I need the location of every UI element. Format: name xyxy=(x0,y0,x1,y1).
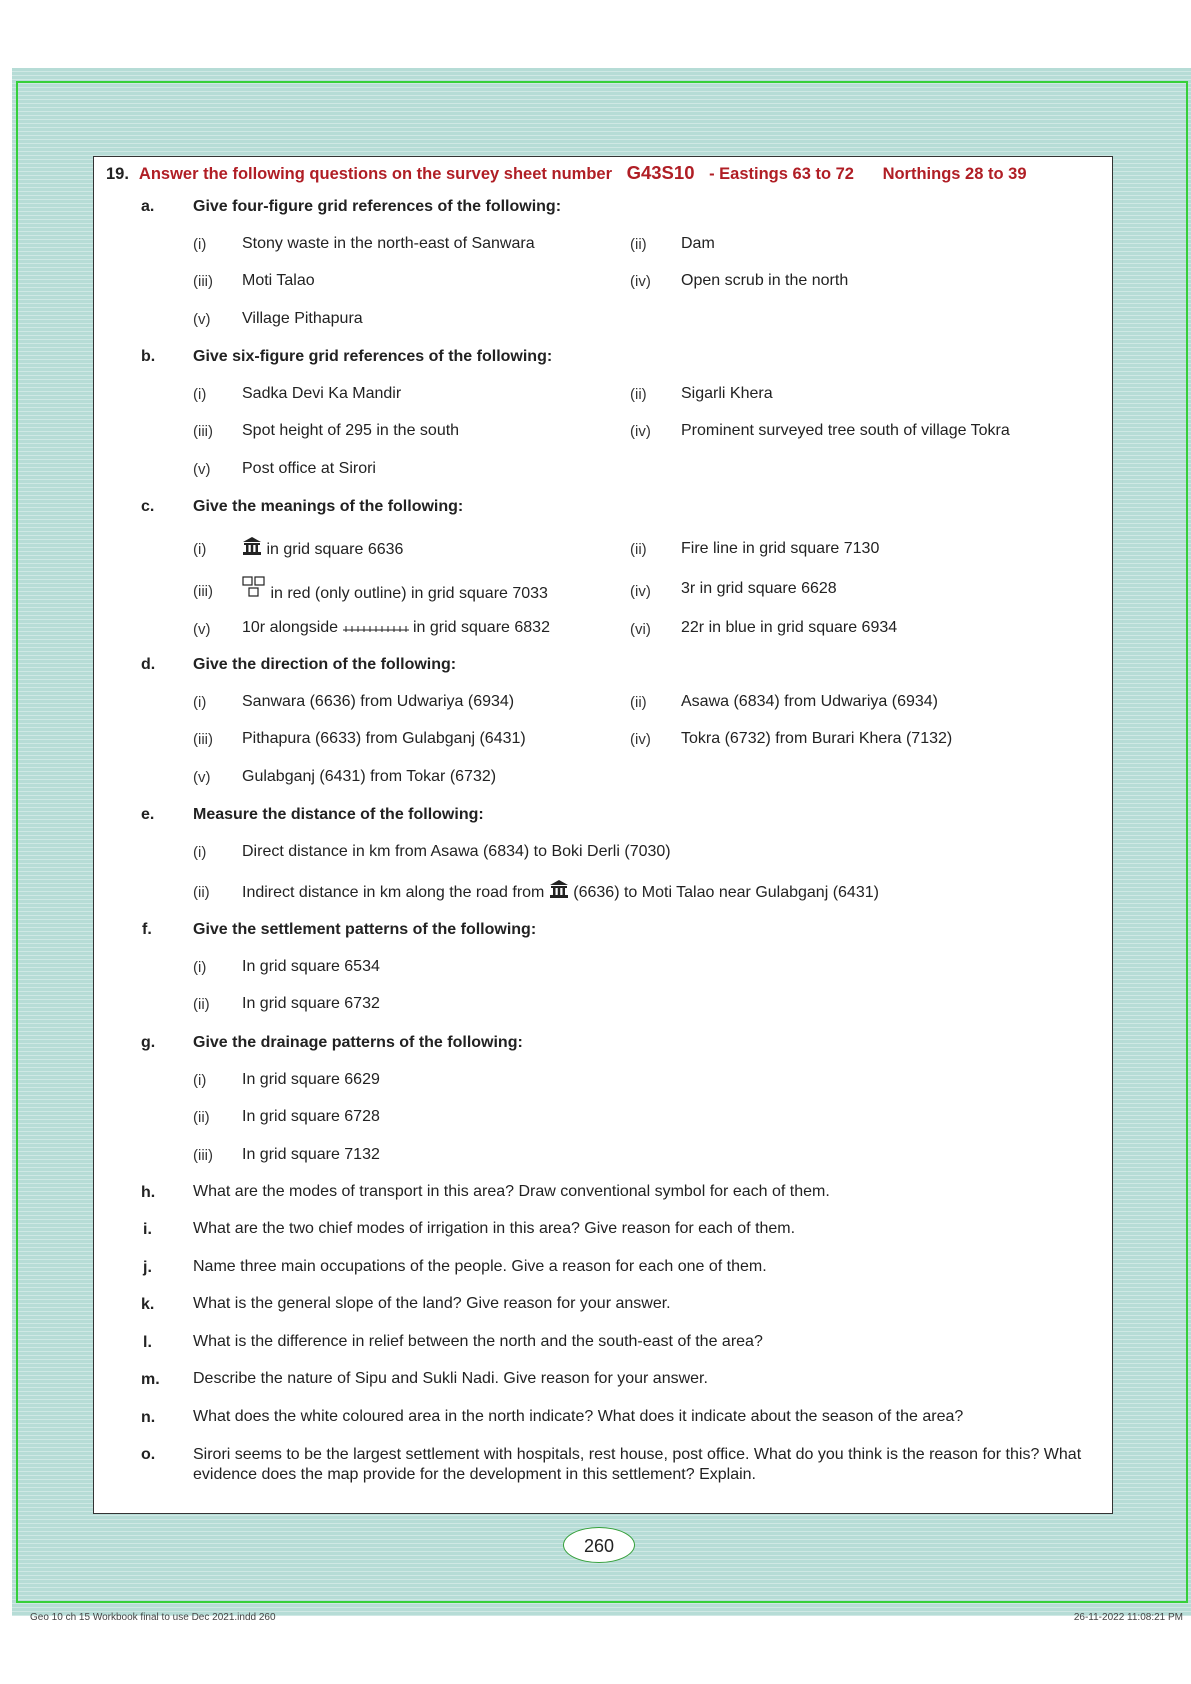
e-i: Direct distance in km from Asawa (6834) to Boki Derli (7030) xyxy=(242,843,671,860)
roman-ii: (ii) xyxy=(630,694,647,711)
heading-a: Give four-figure grid references of the following: xyxy=(193,198,562,215)
c-vi: 22r in blue in grid square 6934 xyxy=(681,619,898,636)
e-ii-row xyxy=(242,879,879,902)
northings: Northings 28 to 39 xyxy=(882,165,1027,183)
sheet-number: G43S10 xyxy=(626,162,695,183)
roman-i: (i) xyxy=(193,236,207,253)
letter-h: h. xyxy=(141,1184,156,1201)
letter-m: m. xyxy=(141,1371,160,1388)
letter-g: g. xyxy=(141,1034,156,1051)
roman-vi: (vi) xyxy=(630,621,651,638)
letter-e: e. xyxy=(141,806,155,823)
a-iii: Moti Talao xyxy=(242,272,315,289)
q-l: What is the difference in relief between the north and the south-east of the area? xyxy=(193,1333,763,1350)
letter-j: j. xyxy=(143,1259,152,1276)
b-ii: Sigarli Khera xyxy=(681,385,773,402)
d-i: Sanwara (6636) from Udwariya (6934) xyxy=(242,693,515,710)
letter-b: b. xyxy=(141,348,156,365)
c-iii: in red (only outline) in grid square 7033 xyxy=(270,585,548,602)
roman-iv: (iv) xyxy=(630,731,651,748)
c-v-row xyxy=(242,619,550,637)
roman-i: (i) xyxy=(193,541,207,558)
roman-ii: (ii) xyxy=(630,236,647,253)
letter-n: n. xyxy=(141,1409,156,1426)
c-iii-row xyxy=(242,576,548,603)
footer-timestamp: 26-11-2022 11:08:21 PM xyxy=(1073,1612,1183,1623)
letter-c: c. xyxy=(141,498,155,515)
d-iv: Tokra (6732) from Burari Khera (7132) xyxy=(681,730,953,747)
a-v: Village Pithapura xyxy=(242,310,363,327)
letter-a: a. xyxy=(141,198,155,215)
b-iv: Prominent surveyed tree south of village Tokra xyxy=(681,422,1010,439)
heading-e: Measure the distance of the following: xyxy=(193,806,484,823)
q-j: Name three main occupations of the people. Give a reason for each one of them. xyxy=(193,1258,767,1275)
a-ii: Dam xyxy=(681,235,715,252)
roman-i: (i) xyxy=(193,959,207,976)
roman-iv: (iv) xyxy=(630,583,651,600)
roman-v: (v) xyxy=(193,769,211,786)
q-m: Describe the nature of Sipu and Sukli Nadi. Give reason for your answer. xyxy=(193,1370,708,1387)
d-v: Gulabganj (6431) from Tokar (6732) xyxy=(242,768,497,785)
roman-ii: (ii) xyxy=(193,884,210,901)
roman-i: (i) xyxy=(193,386,207,403)
temple-icon xyxy=(242,536,262,556)
letter-i: i. xyxy=(143,1221,152,1238)
heading-d: Give the direction of the following: xyxy=(193,656,457,673)
letter-k: k. xyxy=(141,1296,155,1313)
letter-f: f. xyxy=(142,921,152,938)
e-ii-post: (6636) to Moti Talao near Gulabganj (6431) xyxy=(573,884,879,901)
roman-v: (v) xyxy=(193,311,211,328)
f-i: In grid square 6534 xyxy=(242,958,380,975)
e-ii-pre: Indirect distance in km along the road from xyxy=(242,884,545,901)
roman-iii: (iii) xyxy=(193,423,213,440)
heading-b: Give six-figure grid references of the following: xyxy=(193,348,553,365)
q-n: What does the white coloured area in the north indicate? What does it indicate about the season of the area? xyxy=(193,1408,964,1425)
fence-line-icon xyxy=(343,624,409,634)
question-header xyxy=(106,162,1027,184)
c-i-row xyxy=(242,536,403,559)
heading-f: Give the settlement patterns of the following: xyxy=(193,921,537,938)
roman-ii: (ii) xyxy=(630,386,647,403)
b-i: Sadka Devi Ka Mandir xyxy=(242,385,402,402)
footer-file: Geo 10 ch 15 Workbook final to use Dec 2021.indd 260 xyxy=(30,1612,276,1623)
g-i: In grid square 6629 xyxy=(242,1071,380,1088)
a-i: Stony waste in the north-east of Sanwara xyxy=(242,235,535,252)
roman-iv: (iv) xyxy=(630,423,651,440)
roman-iii: (iii) xyxy=(193,273,213,290)
letter-d: d. xyxy=(141,656,156,673)
q-k: What is the general slope of the land? Give reason for your answer. xyxy=(193,1295,671,1312)
roman-iii: (iii) xyxy=(193,1147,213,1164)
question-intro: Answer the following questions on the survey sheet number xyxy=(138,165,612,183)
roman-iii: (iii) xyxy=(193,731,213,748)
hut-outline-icon xyxy=(242,576,266,600)
heading-g: Give the drainage patterns of the following: xyxy=(193,1034,523,1051)
f-ii: In grid square 6732 xyxy=(242,995,380,1012)
roman-ii: (ii) xyxy=(630,541,647,558)
letter-l: l. xyxy=(143,1334,152,1351)
roman-iv: (iv) xyxy=(630,273,651,290)
g-ii: In grid square 6728 xyxy=(242,1108,380,1125)
q-o: Sirori seems to be the largest settlement with hospitals, rest house, post office. What do you think is the reason for this? What evidence does the map provide for the development in this settlement? Explain. xyxy=(193,1446,1082,1483)
eastings: - Eastings 63 to 72 xyxy=(709,165,854,183)
c-v-pre: 10r alongside xyxy=(242,619,339,636)
a-iv: Open scrub in the north xyxy=(681,272,849,289)
page-number: 260 xyxy=(563,1527,635,1563)
roman-v: (v) xyxy=(193,461,211,478)
q-i: What are the two chief modes of irrigation in this area? Give reason for each of them. xyxy=(193,1220,796,1237)
roman-i: (i) xyxy=(193,1072,207,1089)
letter-o: o. xyxy=(141,1446,156,1463)
d-iii: Pithapura (6633) from Gulabganj (6431) xyxy=(242,730,526,747)
question-number: 19. xyxy=(106,165,129,183)
roman-i: (i) xyxy=(193,844,207,861)
roman-ii: (ii) xyxy=(193,996,210,1013)
roman-i: (i) xyxy=(193,694,207,711)
heading-c: Give the meanings of the following: xyxy=(193,498,464,515)
b-v: Post office at Sirori xyxy=(242,460,376,477)
q-h: What are the modes of transport in this area? Draw conventional symbol for each of them. xyxy=(193,1183,830,1200)
temple-icon xyxy=(549,879,569,899)
c-iv: 3r in grid square 6628 xyxy=(681,580,837,597)
g-iii: In grid square 7132 xyxy=(242,1146,380,1163)
c-v-post: in grid square 6832 xyxy=(412,619,550,636)
roman-iii: (iii) xyxy=(193,583,213,600)
b-iii: Spot height of 295 in the south xyxy=(242,422,460,439)
d-ii: Asawa (6834) from Udwariya (6934) xyxy=(681,693,938,710)
c-ii: Fire line in grid square 7130 xyxy=(681,540,880,557)
roman-ii: (ii) xyxy=(193,1109,210,1126)
c-i: in grid square 6636 xyxy=(266,541,404,558)
roman-v: (v) xyxy=(193,621,211,638)
